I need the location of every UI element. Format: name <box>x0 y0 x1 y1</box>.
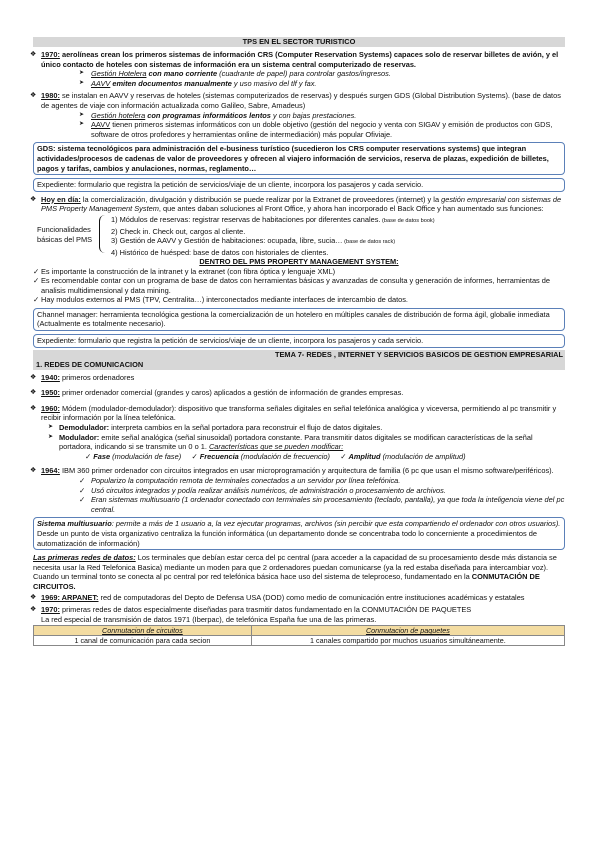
year-label: 1969: ARPANET: <box>41 592 99 602</box>
sub-label: AAVV <box>91 120 111 130</box>
gds-definition-box <box>33 142 565 175</box>
diamond-bullet-icon: ❖ <box>30 92 37 100</box>
function-item: 3) Gestión de AAVV y Gestión de habitaciones: ocupada, libre, sucia… (base de datos rack) <box>111 236 396 246</box>
check-icon: ✓ <box>33 295 40 305</box>
check-icon: ✓ <box>85 451 94 461</box>
expediente-box <box>33 178 565 192</box>
sub-item <box>33 79 565 89</box>
arrow-bullet-icon: ➤ <box>48 424 54 431</box>
sub-item <box>33 69 565 79</box>
diamond-bullet-icon: ❖ <box>30 389 37 397</box>
check-item: ✓ Eran sistemas multiusuario (1 ordenador conectado con terminales sin procesamiento (teclado, pantalla), ya que toda la inteligencia viene del pc central. <box>79 495 565 514</box>
sub-item: ➤ Demodulador: interpreta cambios en la señal portadora para reconstruir el flujo de datos digitales. <box>48 423 383 433</box>
primeras-redes: Las primeras redes de datos: Los terminales que debían estar cerca del pc central (para acceder a la capacidad de su procesamiento desde más distancia se necesita usar la Red Telefonica Basica) mediante un moden para que 2 ordenadores puedan comunicarse (ya la red estaba diseñada para intercambiar voz). Cuando un terminal tonto se conecta al pc central por red telefónica básica hace uso del sistema de teleproceso, fundamentado en la CONMUTACIÓN DE CIRCUITOS. <box>33 553 557 591</box>
hoy-label: Hoy en día: <box>41 194 81 204</box>
sub-bold: emiten documentos manualmente <box>110 78 232 88</box>
sub-item <box>33 111 565 121</box>
modulation-types: ✓ Fase (modulación de fase) ✓ Frecuencia (modulación de frecuencio) ✓ Amplitud (modulación de amplitud) <box>85 451 466 461</box>
year-label: 1950: <box>41 388 60 398</box>
sub-label: Gestión hotelera <box>91 110 146 120</box>
paragraph-text: se instalan en AAVV y reservas de hoteles (sistemas computerizados de reservas) y después surgen GDS (Global Distribution Systems). (base de datos de agentes de viaje con información actualizada como Galileo, Sabre, Amadeus) <box>41 91 561 110</box>
channel-manager-box <box>33 308 565 331</box>
paragraph-text: la comercialización, divulgación y distribución se puede realizar por la Extranet de proveedores (internet) y la <box>80 194 442 204</box>
section-heading: 1. REDES DE COMUNICACION <box>33 360 565 370</box>
functions-label: Funcionalidades básicas del PMS <box>37 224 93 244</box>
timeline-1969: ❖ 1969: ARPANET: red de computadoras del Depto de Defensa USA (DOD) como medio de comunicación entre instituciones académicas y estatales <box>30 592 525 602</box>
check-icon: ✓ <box>79 476 86 485</box>
check-icon: ✓ <box>79 495 86 505</box>
timeline-1964: ❖ 1964: IBM 360 primer ordenador con circuitos integrados en usar microprogramación y arquitectura de familia (6 pc que usan el mismo software/periféricos). <box>30 466 554 476</box>
table-cell: 1 canales compartido por muchos usuarios simultáneamente. <box>251 636 564 646</box>
check-item: ✓ Hay modulos externos al PMS (TPV, Centralita…) interconectados mediante interfaces de intercambio de datos. <box>33 295 408 305</box>
check-icon: ✓ <box>79 485 86 495</box>
diamond-bullet-icon: ❖ <box>30 606 37 614</box>
sub-label: AAVV <box>91 78 111 88</box>
timeline-1950: ❖ 1950: primer ordenador comercial (grandes y caros) aplicados a gestión de información de grandes empresas. <box>30 388 404 398</box>
sub-text: (cuadrante de papel) para controlar gastos/ingresos. <box>217 69 391 79</box>
pms-functions <box>33 215 565 255</box>
sub-label: Gestión Hotelera <box>91 69 147 79</box>
check-item: ✓ Es recomendable contar con un programa de base de datos con herramientas básicas y avanzadas de consulta y generación de informes, herramientas de analisis multidimensional y data mining. <box>33 276 551 295</box>
check-item: ✓ Es importante la construcción de la intranet y la extranet (con fibra óptica y lenguaje XML) <box>33 266 336 276</box>
check-icon: ✓ <box>191 451 200 461</box>
check-item: ✓ Popularizo la computación remota de terminales conectados a un servidor por línea telefónica. <box>79 476 401 485</box>
sub-text: y con bajas prestaciones. <box>270 110 357 120</box>
table-header: Conmutacion de paquetes <box>251 626 564 636</box>
function-item: 4) Histórico de huésped: base de datos con historiales de clientes. <box>111 247 329 257</box>
diamond-bullet-icon: ❖ <box>30 467 37 475</box>
arrow-bullet-icon: ➤ <box>48 433 54 440</box>
box-text: Expediente: formulario que registra la petición de servicios/viaje de un cliente, incorpora los pasajeros y cada servicio. <box>37 336 424 346</box>
paragraph-text: aerolíneas crean los primeros sistemas de información CRS (Computer Reservation Systems) capaces solo de reservar billetes de avión, y el único contacto de hoteles con sistemas de información era un sistema central computerizado de reservas. <box>41 50 559 69</box>
hoy-en-dia <box>30 194 565 214</box>
sub-item: ➤ Modulador: emite señal analógica (señal sinusoidal) portadora constante. Para transmitir datos digitales se modifican características de la señal portadora, indicando si se transmite un 0 o 1. Características que se pueden modificar: <box>48 432 533 452</box>
check-item: ✓ Usó circuitos integrados y podía realizar análisis numéricos, de administración o procesamiento de archivos. <box>79 485 446 495</box>
table-row <box>34 636 565 646</box>
multiuser-box: Sistema multiusuario: permite a más de 1 usuario a, la vez ejecutar programas, archivos (sin percibir que esta compartiendo el ordenador con otros usuarios). Desde un punto de vista organizativo centraliza la función informática (un departamento donde se concentraba todo lo concerniente a procedimientos de automatización de información) <box>33 517 565 550</box>
italic-text: gestión empresarial con sistemas de PMS Property Management System <box>41 194 562 214</box>
diamond-bullet-icon: ❖ <box>30 51 37 58</box>
comparison-table <box>33 625 565 646</box>
year-label: 1964: <box>41 466 60 476</box>
brace-icon <box>99 215 108 253</box>
check-icon: ✓ <box>33 276 40 286</box>
section-header: TPS EN EL SECTOR TURISTICO <box>33 37 565 47</box>
topic-header: TEMA 7- REDES , INTERNET Y SERVICIOS BASICOS DE GESTION EMPRESARIAL <box>33 350 565 360</box>
arrow-bullet-icon: ➤ <box>79 70 85 77</box>
timeline-1980 <box>30 91 565 110</box>
sub-bold: con programas informáticos lentos <box>145 110 271 120</box>
check-icon: ✓ <box>340 451 349 461</box>
function-item: 2) Check in. Check out, cargos al cliente. <box>111 226 246 236</box>
timeline-1970b: ❖ 1970: primeras redes de datos especialmente diseñadas para trasmitir datos fundamentado en la CONMUTACIÓN DE PAQUETES La red especial de transmisión de datos 1971 (Iberpac), de telefónica España fue una de las primeras. <box>30 605 472 624</box>
document-page <box>30 37 565 646</box>
year-label: 1940: <box>41 372 60 382</box>
arrow-bullet-icon: ➤ <box>79 79 85 86</box>
timeline-1940: ❖ 1940: primeros ordenadores <box>30 372 135 382</box>
paragraph-text: , que antes daban soluciones al Front Office, y ahora han incorporado el Back Office y han aumentado sus funciones: <box>158 204 544 214</box>
year-label: 1980: <box>41 91 60 101</box>
sub-bold: con mano corriente <box>146 69 218 79</box>
box-text: GDS: sistema tecnológicos para administración del e-business turístico (sucedieron los CRS computer reservations systems) que integran actividades/procesos de cadenas de valor de proveedores y ofrecen al viajero información de servicios, reserva de plazas, expedición de billetes, pagos y tarifas, cambios y anulaciones, normas, reglamento… <box>37 144 549 173</box>
year-label: 1960: <box>41 403 60 413</box>
table-header-row <box>34 626 565 636</box>
check-icon: ✓ <box>33 266 40 276</box>
timeline-1960: ❖ 1960: Módem (modulador-demodulador): dispositivo que transforma señales digitales en señal telefónica analógica y viceversa, permitiendo al pc transmitir y recibir información por la línea telefónica. <box>30 403 557 423</box>
diamond-bullet-icon: ❖ <box>30 593 37 601</box>
arrow-bullet-icon: ➤ <box>79 121 85 128</box>
table-header: Conmutacion de circuitos <box>34 626 252 636</box>
function-item: 1) Módulos de reservas: registrar reservas de habitaciones por diferentes canales. (base de datos book) <box>111 214 435 224</box>
table-cell: 1 canal de comunicación para cada secion <box>34 636 252 646</box>
sub-text: y uso masivo del tlf y fax. <box>231 78 317 88</box>
arrow-bullet-icon: ➤ <box>79 111 85 118</box>
diamond-bullet-icon: ❖ <box>30 195 37 203</box>
year-label: 1970: <box>41 605 60 615</box>
expediente-box <box>33 334 565 348</box>
timeline-1970 <box>30 50 565 69</box>
diamond-bullet-icon: ❖ <box>30 373 37 381</box>
year-label: 1970: <box>41 50 60 59</box>
box-text: Expediente: formulario que registra la petición de servicios/viaje de un cliente, incorpora los pasajeros y cada servicio. <box>37 180 424 190</box>
diamond-bullet-icon: ❖ <box>30 404 37 412</box>
sub-text: tienen primeros sistemas informáticos con un doble objetivo (gestión del negocio y venta con SIGAV y emisión de productos con GDS, software de otros profedores y herramientas online de intermediación) más popular Ofiviaje. <box>91 120 553 139</box>
functions-list <box>111 215 435 257</box>
box-text: Channel manager: herramienta tecnológica gestiona la comercialización de un hotelero en múltiples canales de distribución de forma ágil, globalie inmediata (Actualmente es totalmente necesario). <box>37 309 550 329</box>
sub-item <box>33 120 565 139</box>
pms-subheading: DENTRO DEL PMS PROPERTY MANAGEMENT SYSTEM: <box>199 256 399 266</box>
